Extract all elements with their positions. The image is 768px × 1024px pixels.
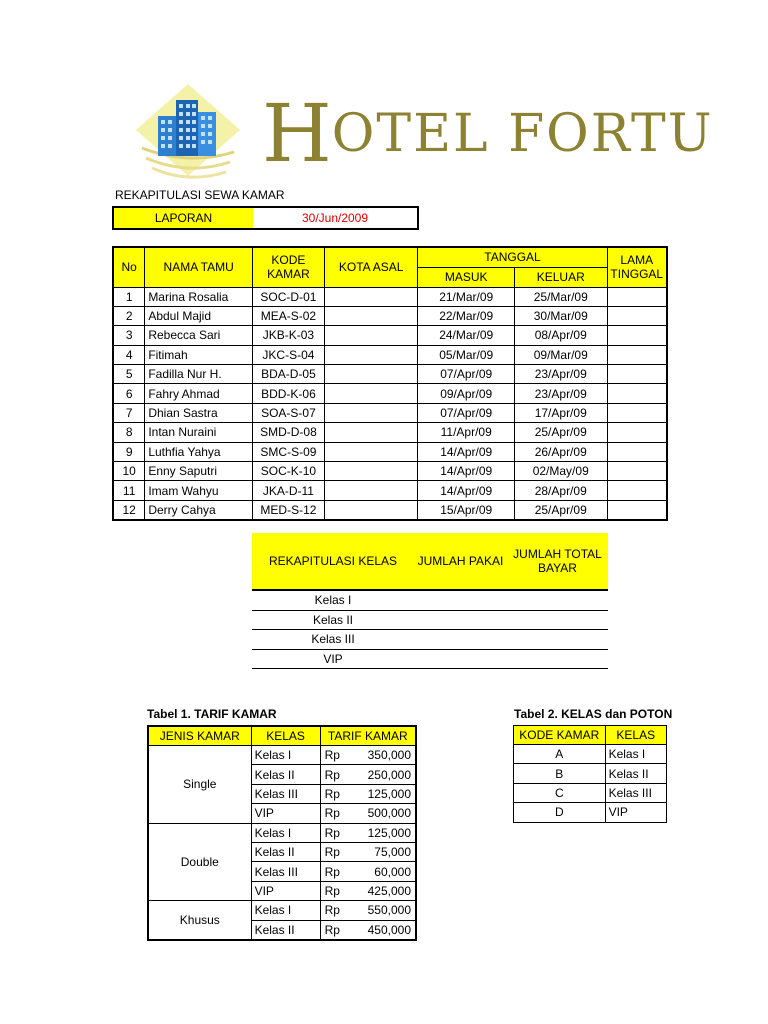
cell-nama: Dhian Sastra [145,403,253,422]
cell-nama: Abdul Majid [145,306,253,325]
cell-kota [324,442,418,461]
cell-masuk: 15/Apr/09 [418,500,514,520]
cell-no: 12 [113,500,145,520]
cell-nama: Luthfia Yahya [145,442,253,461]
cell-nama: Fahry Ahmad [145,384,253,403]
tarif-cell-kelas: Kelas II [251,842,320,861]
tarif-table-caption: Tabel 1. TARIF KAMAR [147,707,277,721]
table-row [113,462,667,481]
cell-kode: SMC-S-09 [253,442,325,461]
rekap-cell-total [507,590,608,610]
cell-kode: MED-S-12 [253,500,325,520]
cell-keluar: 09/Mar/09 [514,345,607,364]
table-row [113,384,667,403]
tarif-row [148,746,416,765]
cell-nama: Fadilla Nur H. [145,365,253,384]
cell-kode: SOC-K-10 [253,462,325,481]
tarif-header-jenis: JENIS KAMAR [148,726,251,746]
cell-lama [607,287,667,306]
header-keluar: KELUAR [514,267,607,287]
header-no: No [113,247,145,287]
kelas-row [514,803,667,822]
cell-keluar: 30/Mar/09 [514,306,607,325]
table-row [113,287,667,306]
tarif-cell-currency: Rp [320,862,344,881]
kelas-cell-kode: B [514,764,606,783]
cell-masuk: 14/Apr/09 [418,462,514,481]
title-rest: OTEL FORTU [331,104,714,164]
cell-lama [607,326,667,345]
rekap-cell-jumlah [414,649,507,669]
cell-kode: SMD-D-08 [253,423,325,442]
cell-masuk: 07/Apr/09 [418,403,514,422]
rekap-cell-total [507,649,608,669]
tarif-cell-amount: 75,000 [345,842,417,861]
cell-no: 8 [113,423,145,442]
tarif-cell-kelas: Kelas I [251,901,320,920]
cell-kode: SOA-S-07 [253,403,325,422]
hotel-logo [132,80,244,185]
rekap-cell-total [507,630,608,650]
cell-keluar: 25/Apr/09 [514,500,607,520]
cell-no: 5 [113,365,145,384]
cell-no: 4 [113,345,145,364]
tarif-header-tarif: TARIF KAMAR [320,726,416,746]
tarif-cell-amount: 425,000 [345,881,417,900]
rekap-header-kelas: REKAPITULASI KELAS [252,533,414,590]
cell-no: 2 [113,306,145,325]
report-subtitle: REKAPITULASI SEWA KAMAR [115,188,285,202]
tarif-cell-kelas: Kelas III [251,862,320,881]
cell-kota [324,365,418,384]
cell-lama [607,345,667,364]
guest-table [112,246,668,521]
kelas-table-caption: Tabel 2. KELAS dan POTON [514,707,673,721]
laporan-box [112,206,419,230]
tarif-cell-amount: 350,000 [345,746,417,765]
cell-kode: JKA-D-11 [253,481,325,500]
tarif-cell-kelas: Kelas I [251,746,320,765]
cell-no: 1 [113,287,145,306]
header-kode-kamar: KODE KAMAR [253,247,325,287]
cell-lama [607,384,667,403]
cell-kota [324,481,418,500]
cell-nama: Derry Cahya [145,500,253,520]
cell-no: 9 [113,442,145,461]
table-row [113,345,667,364]
rekap-row [252,610,608,630]
cell-no: 6 [113,384,145,403]
rekap-kelas-table [252,533,608,669]
cell-nama: Imam Wahyu [145,481,253,500]
cell-masuk: 22/Mar/09 [418,306,514,325]
rekap-cell-jumlah [414,610,507,630]
rekap-cell-kelas: Kelas III [252,630,414,650]
cell-lama [607,306,667,325]
cell-masuk: 24/Mar/09 [418,326,514,345]
cell-keluar: 28/Apr/09 [514,481,607,500]
table-row [113,500,667,520]
kelas-cell-kode: C [514,783,606,802]
cell-kode: JKB-K-03 [253,326,325,345]
table-row [113,306,667,325]
table-row [113,326,667,345]
tarif-cell-kelas: VIP [251,804,320,823]
tarif-table [147,725,417,941]
cell-no: 10 [113,462,145,481]
cell-no: 3 [113,326,145,345]
kelas-row [514,783,667,802]
header-lama-tinggal: LAMA TINGGAL [607,247,667,287]
tarif-cell-currency: Rp [320,901,344,920]
cell-masuk: 14/Apr/09 [418,481,514,500]
tarif-header-kelas: KELAS [251,726,320,746]
cell-masuk: 09/Apr/09 [418,384,514,403]
kelas-cell-kelas: Kelas I [605,745,666,764]
hotel-name-title [262,84,714,184]
cell-kota [324,500,418,520]
tarif-cell-currency: Rp [320,920,344,940]
table-row [113,442,667,461]
cell-keluar: 23/Apr/09 [514,365,607,384]
cell-lama [607,481,667,500]
cell-nama: Enny Saputri [145,462,253,481]
tarif-cell-kelas: Kelas II [251,920,320,940]
header-nama-tamu: NAMA TAMU [145,247,253,287]
cell-lama [607,365,667,384]
rekap-row [252,630,608,650]
cell-kota [324,462,418,481]
tarif-cell-amount: 60,000 [345,862,417,881]
cell-no: 7 [113,403,145,422]
cell-kota [324,403,418,422]
kelas-cell-kode: A [514,745,606,764]
cell-masuk: 07/Apr/09 [418,365,514,384]
cell-keluar: 25/Apr/09 [514,423,607,442]
cell-keluar: 08/Apr/09 [514,326,607,345]
cell-lama [607,423,667,442]
tarif-cell-amount: 250,000 [345,765,417,784]
tarif-cell-amount: 500,000 [345,804,417,823]
tarif-cell-kelas: Kelas III [251,784,320,803]
title-initial: H [262,87,332,180]
cell-kota [324,287,418,306]
rekap-header-total-bayar: JUMLAH TOTAL BAYAR [507,533,608,590]
header-kota-asal: KOTA ASAL [324,247,418,287]
table-row [113,365,667,384]
cell-keluar: 02/May/09 [514,462,607,481]
cell-keluar: 23/Apr/09 [514,384,607,403]
kelas-cell-kelas: Kelas II [605,764,666,783]
cell-nama: Rebecca Sari [145,326,253,345]
tarif-cell-amount: 125,000 [345,823,417,842]
kelas-cell-kode: D [514,803,606,822]
tarif-cell-currency: Rp [320,784,344,803]
cell-keluar: 25/Mar/09 [514,287,607,306]
kelas-row [514,764,667,783]
kelas-cell-kelas: VIP [605,803,666,822]
rekap-row [252,649,608,669]
cell-masuk: 21/Mar/09 [418,287,514,306]
tarif-cell-jenis: Khusus [148,901,251,940]
tarif-cell-currency: Rp [320,881,344,900]
cell-kode: SOC-D-01 [253,287,325,306]
cell-no: 11 [113,481,145,500]
tarif-cell-currency: Rp [320,823,344,842]
rekap-cell-jumlah [414,590,507,610]
cell-lama [607,462,667,481]
cell-masuk: 11/Apr/09 [418,423,514,442]
cell-kode: MEA-S-02 [253,306,325,325]
cell-kode: BDD-K-06 [253,384,325,403]
tarif-cell-kelas: Kelas II [251,765,320,784]
cell-nama: Fitimah [145,345,253,364]
rekap-cell-kelas: Kelas I [252,590,414,610]
cell-masuk: 14/Apr/09 [418,442,514,461]
cell-nama: Intan Nuraini [145,423,253,442]
tarif-cell-currency: Rp [320,765,344,784]
tarif-cell-kelas: Kelas I [251,823,320,842]
header-masuk: MASUK [418,267,514,287]
cell-kode: JKC-S-04 [253,345,325,364]
table-row [113,403,667,422]
table-row [113,481,667,500]
cell-kode: BDA-D-05 [253,365,325,384]
tarif-cell-currency: Rp [320,746,344,765]
cell-kota [324,384,418,403]
tarif-cell-currency: Rp [320,842,344,861]
cell-kota [324,326,418,345]
tarif-table-viewport [140,720,430,941]
laporan-label: LAPORAN [114,208,253,228]
tarif-cell-currency: Rp [320,804,344,823]
cell-lama [607,442,667,461]
cell-masuk: 05/Mar/09 [418,345,514,364]
tarif-cell-jenis: Single [148,746,251,824]
cell-kota [324,345,418,364]
rekap-cell-kelas: VIP [252,649,414,669]
tarif-cell-amount: 125,000 [345,784,417,803]
rekap-row [252,590,608,610]
tarif-cell-amount: 550,000 [345,901,417,920]
kelas-header-kelas: KELAS [605,726,666,745]
cell-lama [607,403,667,422]
kelas-header-kode: KODE KAMAR [514,726,606,745]
tarif-row [148,901,416,920]
rekap-cell-total [507,610,608,630]
cell-nama: Marina Rosalia [145,287,253,306]
cell-kota [324,306,418,325]
cell-lama [607,500,667,520]
cell-keluar: 17/Apr/09 [514,403,607,422]
tarif-cell-jenis: Double [148,823,251,901]
kelas-potongan-table [513,725,667,823]
tarif-cell-kelas: VIP [251,881,320,900]
cell-kota [324,423,418,442]
tarif-row [148,823,416,842]
tarif-cell-amount: 450,000 [345,920,417,940]
header-tanggal: TANGGAL [418,247,607,267]
rekap-cell-kelas: Kelas II [252,610,414,630]
kelas-row [514,745,667,764]
rekap-header-jumlah-pakai: JUMLAH PAKAI [414,533,507,590]
kelas-cell-kelas: Kelas III [605,783,666,802]
laporan-date: 30/Jun/2009 [301,211,369,225]
rekap-cell-jumlah [414,630,507,650]
table-row [113,423,667,442]
cell-keluar: 26/Apr/09 [514,442,607,461]
